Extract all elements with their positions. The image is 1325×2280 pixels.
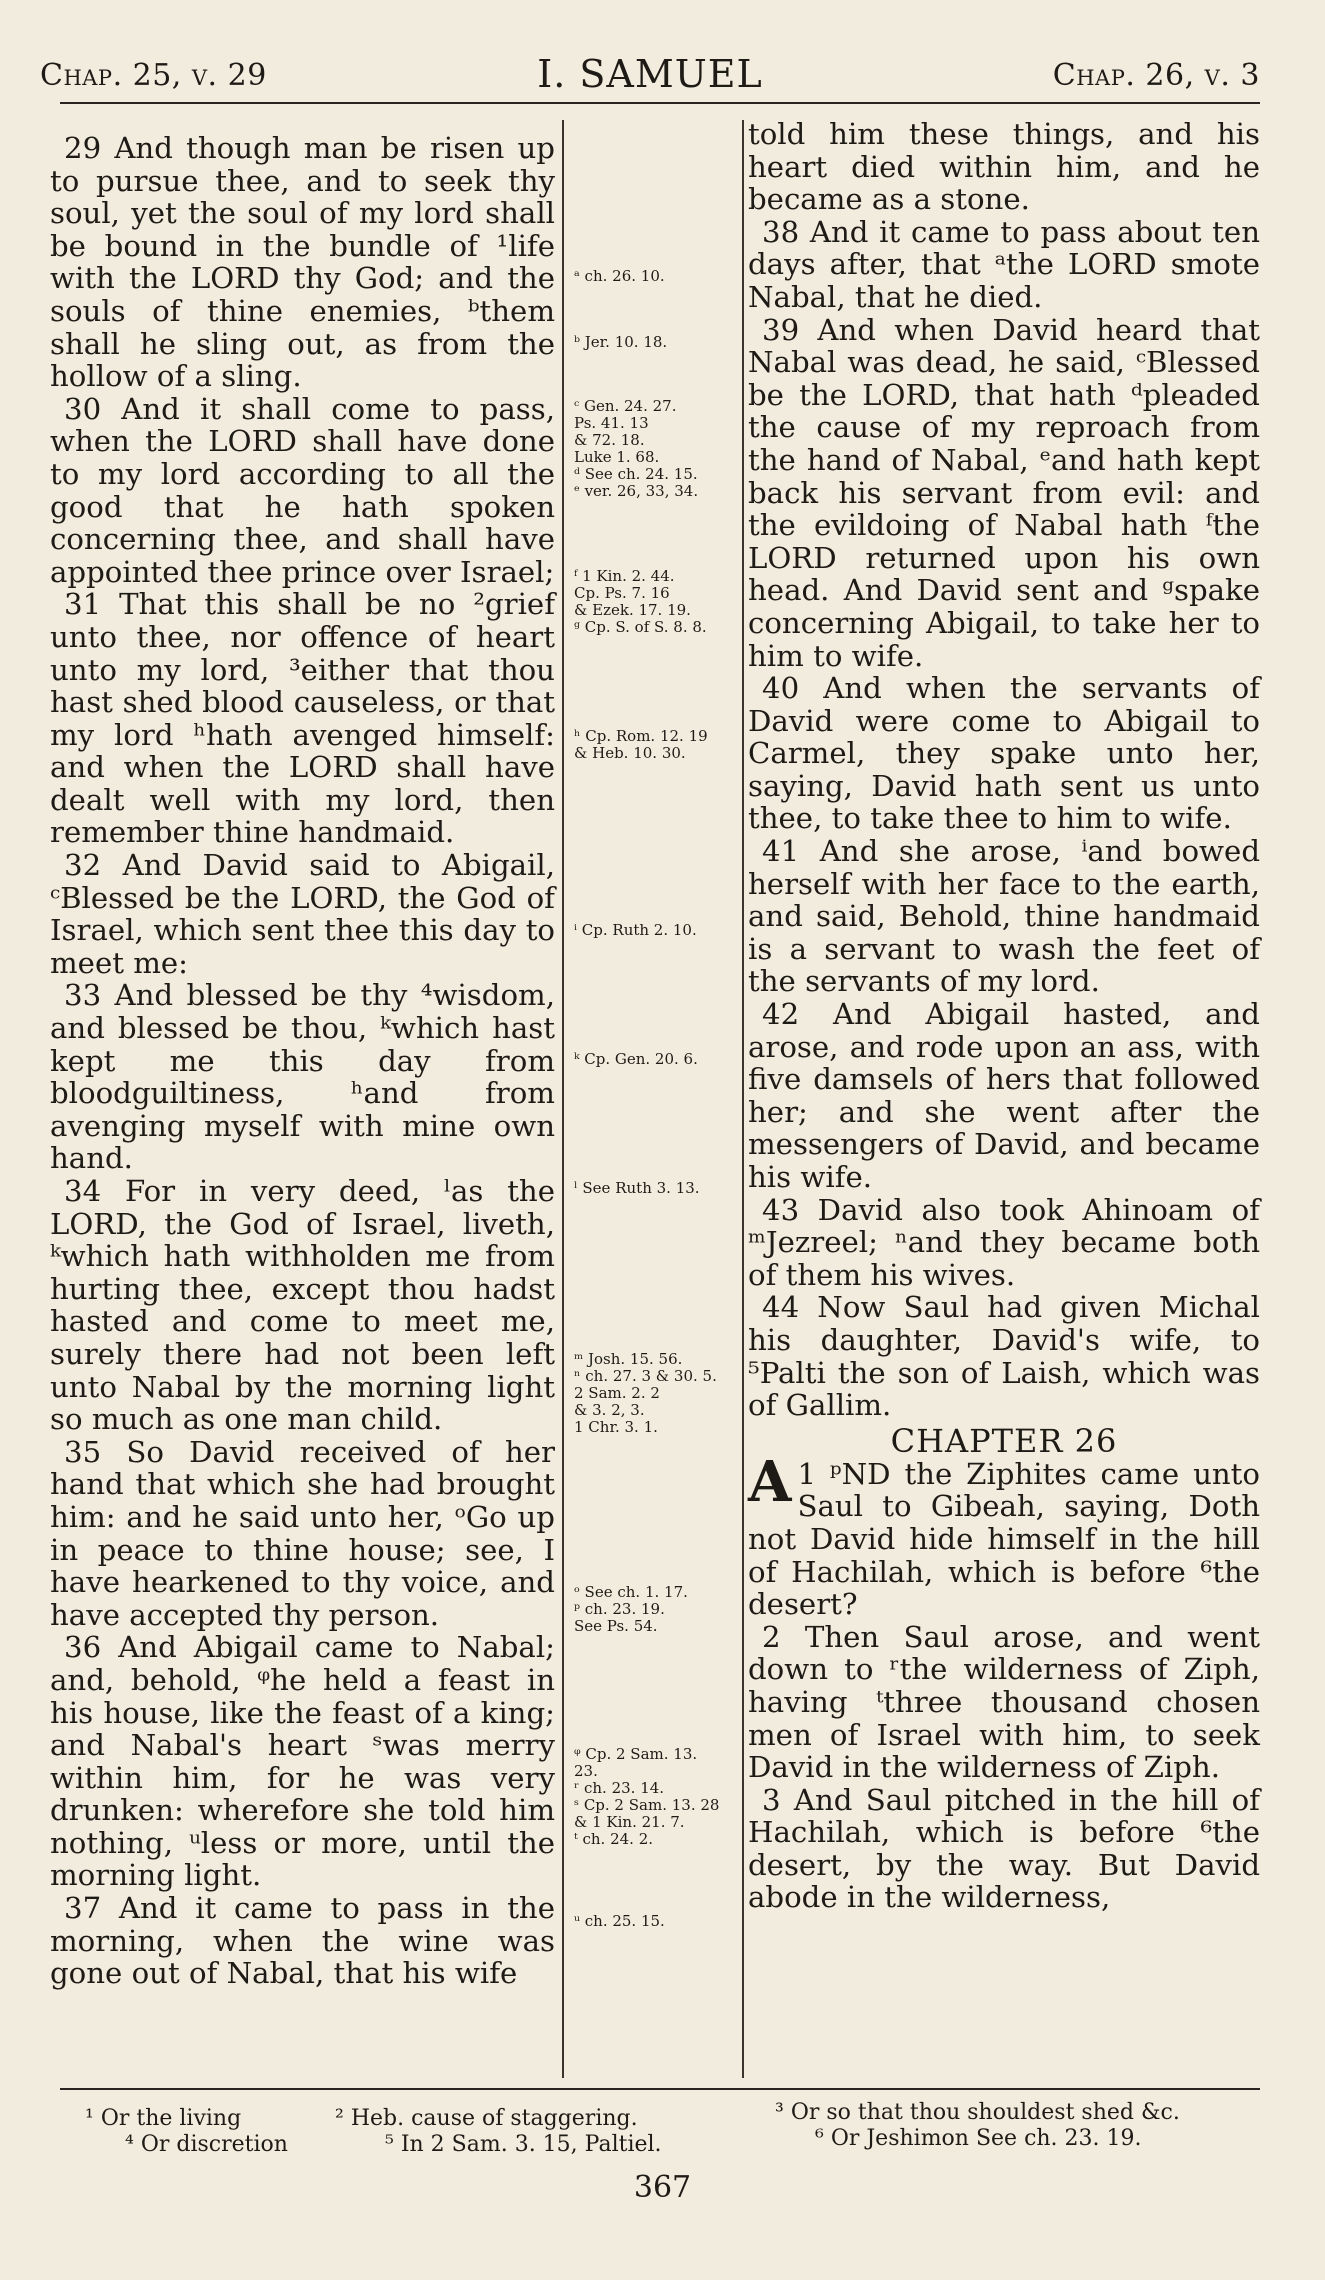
footnote-rule: [60, 2088, 1260, 2090]
ref-group: ᵐ Josh. 15. 56. ⁿ ch. 27. 3 & 30. 5. 2 Sam. 2. 2 & 3. 2, 3. 1 Chr. 3. 1.: [574, 1350, 717, 1436]
verse: 37 And it came to pass in the morning, when the wine was gone out of Nabal, that his wife: [50, 1891, 555, 1991]
verse: 44 Now Saul had given Michal his daughter, David's wife, to ⁵Palti the son of Laish, which was of Gallim.: [748, 1290, 1260, 1423]
verse: 31 That this shall be no ²grief unto thee, nor offence of heart unto my lord, ³either that thou hast shed blood causeless, or that my lord ʰhath avenged himself: and when the LORD shall have dealt well with my lord, then remember thine handmaid.: [50, 587, 555, 850]
verse: [748, 1448, 1260, 1622]
ref-group: ᶠ 1 Kin. 2. 44. Cp. Ps. 7. 16 & Ezek. 17. 19. ᵍ Cp. S. of S. 8. 8.: [574, 567, 707, 636]
header-right-reference: Chap. 26, v. 3: [1052, 58, 1260, 93]
verse: told him these things, and his heart died within him, and he became as a stone.: [748, 117, 1260, 217]
text-column-left: [50, 132, 555, 1990]
header-rule: [60, 102, 1260, 104]
verse: 41 And she arose, ⁱand bowed herself with her face to the earth, and said, Behold, thine handmaid is a servant to wash the feet of the servants of my lord.: [748, 834, 1260, 999]
verse: 34 For in very deed, ˡas the LORD, the God of Israel, liveth, ᵏwhich hath withholden me from hurting thee, except thou hadst hasted and come to meet me, surely there had not been left unto Nabal by the morning light so much as one man child.: [50, 1174, 555, 1437]
page-number: 367: [633, 2170, 692, 2205]
chapter-heading: CHAPTER 26: [890, 1421, 1118, 1460]
ref-group: ᵠ Cp. 2 Sam. 13. 23. ʳ ch. 23. 14. ˢ Cp. 2 Sam. 13. 28 & 1 Kin. 21. 7. ᵗ ch. 24. 2.: [574, 1745, 720, 1848]
verse: 42 And Abigail hasted, and arose, and rode upon an ass, with five damsels of hers that followed her; and she went after the messengers of David, and became his wife.: [748, 997, 1260, 1194]
footnote: ¹ Or the living: [85, 2106, 242, 2131]
verse: 32 And David said to Abigail, ᶜBlessed be the LORD, the God of Israel, which sent thee this day to meet me:: [50, 848, 555, 980]
ref-group: ᵒ See ch. 1. 17. ᵖ ch. 23. 19. See Ps. 54.: [574, 1583, 688, 1635]
ref-group: ʰ Cp. Rom. 12. 19 & Heb. 10. 30.: [574, 727, 708, 762]
header-left-reference: Chap. 25, v. 29: [40, 58, 267, 93]
verse: 36 And Abigail came to Nabal; and, behold, ᵠhe held a feast in his house, like the feast of a king; and Nabal's heart ˢwas merry within him, for he was very drunken: wherefore she told him nothing, ᵘless or more, until the morning light.: [50, 1630, 555, 1893]
verse: 3 And Saul pitched in the hill of Hachilah, which is before ⁶the desert, by the way. But David abode in the wilderness,: [748, 1782, 1260, 1915]
ref-group: ᵃ ch. 26. 10.: [574, 267, 665, 285]
verse: 33 And blessed be thy ⁴wisdom, and blessed be thou, ᵏwhich hast kept me this day from bloodguiltiness, ʰand from avenging myself with mine own hand.: [50, 978, 555, 1176]
verse: 29 And though man be risen up to pursue thee, and to seek thy soul, yet the soul of my lord shall be bound in the bundle of ¹life with the LORD thy God; and the souls of thine enemies, ᵇthem shall he sling out, as from the hollow of a sling.: [50, 131, 555, 394]
drop-cap: A: [748, 1448, 792, 1515]
column-divider-right: [742, 120, 744, 2078]
verse-text: ND the Ziphites came unto Saul to Gibeah, saying, Doth not David hide himself in the hill of Hachilah, which is before ⁶the desert?: [748, 1456, 1260, 1622]
ref-group: ᶜ Gen. 24. 27. Ps. 41. 13 & 72. 18. Luke 1. 68. ᵈ See ch. 24. 15. ᵉ ver. 26, 33, 34.: [574, 397, 699, 500]
text-column-right: [748, 118, 1260, 1914]
verse: 43 David also took Ahinoam of ᵐJezreel; ⁿand they became both of them his wives.: [748, 1192, 1260, 1292]
ref-group: ⁱ Cp. Ruth 2. 10.: [574, 921, 697, 939]
footnote: ⁵ In 2 Sam. 3. 15, Paltiel.: [385, 2132, 662, 2157]
verse: 2 Then Saul arose, and went down to ʳthe wilderness of Ziph, having ᵗthree thousand chosen men of Israel with him, to seek David in the wilderness of Ziph.: [748, 1619, 1260, 1785]
verse: 40 And when the servants of David were come to Abigail to Carmel, they spake unto her, saying, David hath sent us unto thee, to take thee to him to wife.: [748, 671, 1260, 836]
verse: 30 And it shall come to pass, when the LORD shall have done to my lord according to all the good that he hath spoken concerning thee, and shall have appointed thee prince over Israel;: [50, 391, 555, 589]
ref-group: ˡ See Ruth 3. 13.: [574, 1179, 700, 1197]
ref-group: ᵏ Cp. Gen. 20. 6.: [574, 1050, 698, 1068]
verse: 38 And it came to pass about ten days after, that ᵃthe LORD smote Nabal, that he died.: [748, 214, 1260, 314]
footnote: ⁶ Or Jeshimon See ch. 23. 19.: [815, 2126, 1142, 2151]
footnote: ² Heb. cause of staggering.: [335, 2106, 638, 2131]
ref-group: ᵇ Jer. 10. 18.: [574, 333, 668, 351]
column-divider-left: [562, 120, 564, 2078]
verse-number: 1 ᵖ: [797, 1456, 842, 1491]
ref-group: ᵘ ch. 25. 15.: [574, 1912, 665, 1930]
footnote: ⁴ Or discretion: [125, 2132, 288, 2157]
verse: 39 And when David heard that Nabal was dead, he said, ᶜBlessed be the LORD, that hath ᵈpleaded the cause of my reproach from the hand of Nabal, ᵉand hath kept back his servant from evil: and the evildoing of Nabal hath ᶠthe LORD returned upon his own head. And David sent and ᵍspake concerning Abigail, to take her to him to wife.: [748, 312, 1260, 673]
verse: 35 So David received of her hand that which she had brought him: and he said unto her, ᵒGo up in peace to thine house; see, I have hearkened to thy voice, and have accepted thy person.: [50, 1434, 555, 1632]
footnote: ³ Or so that thou shouldest shed &c.: [775, 2100, 1180, 2125]
book-title: I. SAMUEL: [537, 52, 763, 96]
